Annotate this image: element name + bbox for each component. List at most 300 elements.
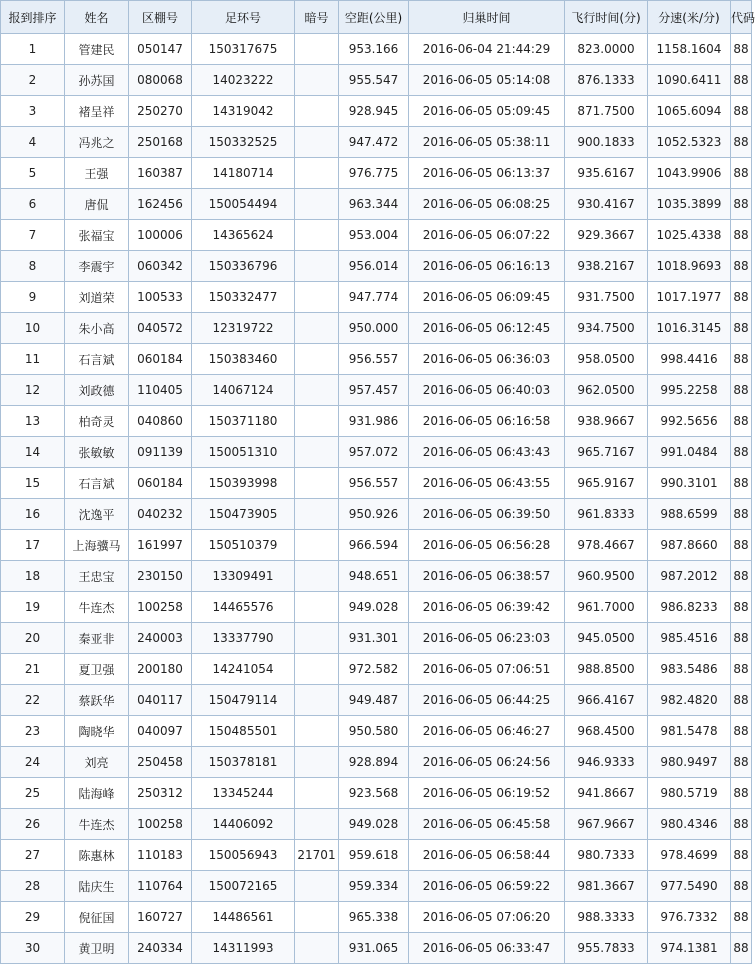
cell-speed: 1025.4338 xyxy=(648,220,731,251)
cell-arrival-time: 2016-06-05 06:08:25 xyxy=(409,189,565,220)
cell-loft: 240003 xyxy=(129,623,192,654)
cell-rank: 26 xyxy=(1,809,65,840)
cell-arrival-time: 2016-06-04 21:44:29 xyxy=(409,34,565,65)
cell-name: 沈逸平 xyxy=(65,499,129,530)
cell-speed: 995.2258 xyxy=(648,375,731,406)
cell-flight-time: 938.9667 xyxy=(565,406,648,437)
cell-distance: 950.580 xyxy=(339,716,409,747)
cell-flight-time: 935.6167 xyxy=(565,158,648,189)
cell-code-word xyxy=(295,468,339,499)
cell-arrival-time: 2016-06-05 06:33:47 xyxy=(409,933,565,964)
cell-code-word xyxy=(295,902,339,933)
cell-flight-time: 934.7500 xyxy=(565,313,648,344)
cell-arrival-time: 2016-06-05 06:40:03 xyxy=(409,375,565,406)
table-row xyxy=(1,654,752,685)
cell-loft: 250458 xyxy=(129,747,192,778)
cell-name: 王强 xyxy=(65,158,129,189)
cell-flight-time: 965.9167 xyxy=(565,468,648,499)
cell-ring: 150056943 xyxy=(192,840,295,871)
header-ring: 足环号 xyxy=(192,1,295,34)
cell-rank: 27 xyxy=(1,840,65,871)
cell-speed: 980.4346 xyxy=(648,809,731,840)
cell-speed: 992.5656 xyxy=(648,406,731,437)
header-arrival-time: 归巢时间 xyxy=(409,1,565,34)
cell-name: 夏卫强 xyxy=(65,654,129,685)
header-row xyxy=(1,1,752,34)
cell-arrival-time: 2016-06-05 05:38:11 xyxy=(409,127,565,158)
cell-name: 张福宝 xyxy=(65,220,129,251)
cell-loft: 080068 xyxy=(129,65,192,96)
table-row xyxy=(1,282,752,313)
cell-distance: 948.651 xyxy=(339,561,409,592)
cell-code-word xyxy=(295,623,339,654)
cell-code: 88 xyxy=(731,685,752,716)
cell-distance: 923.568 xyxy=(339,778,409,809)
cell-loft: 100006 xyxy=(129,220,192,251)
cell-ring: 13309491 xyxy=(192,561,295,592)
cell-distance: 959.334 xyxy=(339,871,409,902)
cell-code: 88 xyxy=(731,902,752,933)
cell-name: 柏奇灵 xyxy=(65,406,129,437)
cell-name: 冯兆之 xyxy=(65,127,129,158)
cell-speed: 1016.3145 xyxy=(648,313,731,344)
cell-code: 88 xyxy=(731,654,752,685)
cell-code: 88 xyxy=(731,716,752,747)
cell-ring: 150317675 xyxy=(192,34,295,65)
cell-distance: 947.472 xyxy=(339,127,409,158)
cell-ring: 150473905 xyxy=(192,499,295,530)
cell-name: 上海骥马 xyxy=(65,530,129,561)
cell-name: 孙苏国 xyxy=(65,65,129,96)
cell-ring: 14311993 xyxy=(192,933,295,964)
table-row xyxy=(1,96,752,127)
cell-speed: 1043.9906 xyxy=(648,158,731,189)
cell-flight-time: 955.7833 xyxy=(565,933,648,964)
cell-ring: 14365624 xyxy=(192,220,295,251)
cell-code-word xyxy=(295,437,339,468)
cell-rank: 21 xyxy=(1,654,65,685)
cell-flight-time: 965.7167 xyxy=(565,437,648,468)
cell-name: 陶晓华 xyxy=(65,716,129,747)
cell-arrival-time: 2016-06-05 05:14:08 xyxy=(409,65,565,96)
cell-ring: 150393998 xyxy=(192,468,295,499)
cell-speed: 981.5478 xyxy=(648,716,731,747)
cell-flight-time: 962.0500 xyxy=(565,375,648,406)
cell-ring: 150510379 xyxy=(192,530,295,561)
table-row xyxy=(1,375,752,406)
cell-arrival-time: 2016-06-05 06:58:44 xyxy=(409,840,565,871)
cell-rank: 19 xyxy=(1,592,65,623)
cell-speed: 980.9497 xyxy=(648,747,731,778)
cell-code: 88 xyxy=(731,933,752,964)
table-row xyxy=(1,716,752,747)
table-row xyxy=(1,406,752,437)
table-row xyxy=(1,344,752,375)
cell-name: 秦亚非 xyxy=(65,623,129,654)
cell-rank: 20 xyxy=(1,623,65,654)
cell-rank: 6 xyxy=(1,189,65,220)
cell-ring: 150479114 xyxy=(192,685,295,716)
cell-speed: 980.5719 xyxy=(648,778,731,809)
cell-code-word xyxy=(295,189,339,220)
cell-name: 陈惠林 xyxy=(65,840,129,871)
header-code-word: 暗号 xyxy=(295,1,339,34)
table-row xyxy=(1,933,752,964)
cell-arrival-time: 2016-06-05 07:06:51 xyxy=(409,654,565,685)
cell-arrival-time: 2016-06-05 07:06:20 xyxy=(409,902,565,933)
cell-speed: 974.1381 xyxy=(648,933,731,964)
cell-code-word xyxy=(295,282,339,313)
cell-speed: 987.8660 xyxy=(648,530,731,561)
cell-code: 88 xyxy=(731,406,752,437)
cell-speed: 998.4416 xyxy=(648,344,731,375)
cell-code: 88 xyxy=(731,127,752,158)
cell-flight-time: 876.1333 xyxy=(565,65,648,96)
cell-distance: 976.775 xyxy=(339,158,409,189)
cell-code: 88 xyxy=(731,96,752,127)
cell-flight-time: 960.9500 xyxy=(565,561,648,592)
cell-rank: 16 xyxy=(1,499,65,530)
cell-distance: 955.547 xyxy=(339,65,409,96)
cell-code: 88 xyxy=(731,282,752,313)
cell-code: 88 xyxy=(731,220,752,251)
table-row xyxy=(1,685,752,716)
cell-distance: 928.945 xyxy=(339,96,409,127)
cell-code-word xyxy=(295,499,339,530)
cell-speed: 978.4699 xyxy=(648,840,731,871)
cell-ring: 14241054 xyxy=(192,654,295,685)
cell-speed: 1035.3899 xyxy=(648,189,731,220)
cell-speed: 977.5490 xyxy=(648,871,731,902)
cell-flight-time: 823.0000 xyxy=(565,34,648,65)
cell-loft: 250270 xyxy=(129,96,192,127)
table-row xyxy=(1,623,752,654)
cell-arrival-time: 2016-06-05 06:07:22 xyxy=(409,220,565,251)
cell-code-word xyxy=(295,716,339,747)
cell-ring: 150054494 xyxy=(192,189,295,220)
cell-code-word: 21701 xyxy=(295,840,339,871)
cell-name: 倪征国 xyxy=(65,902,129,933)
cell-arrival-time: 2016-06-05 06:16:13 xyxy=(409,251,565,282)
cell-speed: 986.8233 xyxy=(648,592,731,623)
cell-code-word xyxy=(295,220,339,251)
cell-name: 管建民 xyxy=(65,34,129,65)
cell-distance: 953.166 xyxy=(339,34,409,65)
cell-code-word xyxy=(295,654,339,685)
cell-rank: 1 xyxy=(1,34,65,65)
cell-code-word xyxy=(295,251,339,282)
table-row xyxy=(1,127,752,158)
table-row xyxy=(1,468,752,499)
cell-name: 牛连杰 xyxy=(65,809,129,840)
cell-arrival-time: 2016-06-05 06:24:56 xyxy=(409,747,565,778)
cell-loft: 060184 xyxy=(129,468,192,499)
cell-rank: 14 xyxy=(1,437,65,468)
cell-ring: 14465576 xyxy=(192,592,295,623)
cell-distance: 949.028 xyxy=(339,592,409,623)
cell-flight-time: 961.8333 xyxy=(565,499,648,530)
cell-loft: 240334 xyxy=(129,933,192,964)
cell-distance: 949.487 xyxy=(339,685,409,716)
cell-flight-time: 929.3667 xyxy=(565,220,648,251)
cell-arrival-time: 2016-06-05 06:59:22 xyxy=(409,871,565,902)
cell-rank: 13 xyxy=(1,406,65,437)
cell-loft: 091139 xyxy=(129,437,192,468)
cell-code: 88 xyxy=(731,313,752,344)
table-row xyxy=(1,561,752,592)
cell-loft: 161997 xyxy=(129,530,192,561)
cell-code-word xyxy=(295,933,339,964)
cell-distance: 931.065 xyxy=(339,933,409,964)
cell-ring: 150336796 xyxy=(192,251,295,282)
cell-flight-time: 945.0500 xyxy=(565,623,648,654)
cell-arrival-time: 2016-06-05 06:36:03 xyxy=(409,344,565,375)
cell-speed: 985.4516 xyxy=(648,623,731,654)
cell-rank: 28 xyxy=(1,871,65,902)
table-row xyxy=(1,34,752,65)
cell-arrival-time: 2016-06-05 06:56:28 xyxy=(409,530,565,561)
cell-arrival-time: 2016-06-05 05:09:45 xyxy=(409,96,565,127)
cell-loft: 060184 xyxy=(129,344,192,375)
cell-code: 88 xyxy=(731,34,752,65)
cell-distance: 957.072 xyxy=(339,437,409,468)
cell-code: 88 xyxy=(731,499,752,530)
header-code: 代码 xyxy=(731,1,752,34)
cell-loft: 200180 xyxy=(129,654,192,685)
table-header xyxy=(1,1,755,34)
cell-code-word xyxy=(295,158,339,189)
cell-flight-time: 978.4667 xyxy=(565,530,648,561)
cell-loft: 050147 xyxy=(129,34,192,65)
table-row xyxy=(1,220,752,251)
cell-distance: 963.344 xyxy=(339,189,409,220)
cell-speed: 1017.1977 xyxy=(648,282,731,313)
cell-ring: 150383460 xyxy=(192,344,295,375)
cell-ring: 14319042 xyxy=(192,96,295,127)
cell-ring: 150371180 xyxy=(192,406,295,437)
cell-speed: 990.3101 xyxy=(648,468,731,499)
cell-speed: 991.0484 xyxy=(648,437,731,468)
cell-speed: 982.4820 xyxy=(648,685,731,716)
header-flight-time: 飞行时间(分) xyxy=(565,1,648,34)
cell-flight-time: 871.7500 xyxy=(565,96,648,127)
cell-loft: 162456 xyxy=(129,189,192,220)
table-row xyxy=(1,747,752,778)
cell-rank: 30 xyxy=(1,933,65,964)
cell-arrival-time: 2016-06-05 06:09:45 xyxy=(409,282,565,313)
cell-rank: 25 xyxy=(1,778,65,809)
cell-distance: 957.457 xyxy=(339,375,409,406)
table-row xyxy=(1,902,752,933)
cell-loft: 250312 xyxy=(129,778,192,809)
cell-rank: 7 xyxy=(1,220,65,251)
cell-distance: 928.894 xyxy=(339,747,409,778)
cell-speed: 976.7332 xyxy=(648,902,731,933)
cell-distance: 950.000 xyxy=(339,313,409,344)
cell-code-word xyxy=(295,34,339,65)
cell-name: 褚呈祥 xyxy=(65,96,129,127)
cell-ring: 14406092 xyxy=(192,809,295,840)
table-row xyxy=(1,871,752,902)
cell-arrival-time: 2016-06-05 06:43:43 xyxy=(409,437,565,468)
cell-name: 陆庆生 xyxy=(65,871,129,902)
cell-speed: 1052.5323 xyxy=(648,127,731,158)
cell-loft: 250168 xyxy=(129,127,192,158)
cell-ring: 12319722 xyxy=(192,313,295,344)
cell-code: 88 xyxy=(731,437,752,468)
cell-arrival-time: 2016-06-05 06:39:50 xyxy=(409,499,565,530)
table-row xyxy=(1,499,752,530)
cell-code: 88 xyxy=(731,778,752,809)
cell-flight-time: 988.3333 xyxy=(565,902,648,933)
table-row xyxy=(1,313,752,344)
cell-code-word xyxy=(295,127,339,158)
cell-ring: 13345244 xyxy=(192,778,295,809)
cell-arrival-time: 2016-06-05 06:39:42 xyxy=(409,592,565,623)
cell-rank: 24 xyxy=(1,747,65,778)
cell-distance: 972.582 xyxy=(339,654,409,685)
cell-loft: 040117 xyxy=(129,685,192,716)
cell-rank: 15 xyxy=(1,468,65,499)
cell-flight-time: 900.1833 xyxy=(565,127,648,158)
cell-code-word xyxy=(295,592,339,623)
cell-rank: 5 xyxy=(1,158,65,189)
cell-rank: 18 xyxy=(1,561,65,592)
cell-flight-time: 966.4167 xyxy=(565,685,648,716)
cell-code: 88 xyxy=(731,592,752,623)
table-row xyxy=(1,437,752,468)
cell-code: 88 xyxy=(731,189,752,220)
cell-code-word xyxy=(295,747,339,778)
table-row xyxy=(1,65,752,96)
table-body xyxy=(1,34,752,964)
cell-ring: 14067124 xyxy=(192,375,295,406)
cell-distance: 931.986 xyxy=(339,406,409,437)
cell-arrival-time: 2016-06-05 06:43:55 xyxy=(409,468,565,499)
cell-code-word xyxy=(295,344,339,375)
cell-distance: 953.004 xyxy=(339,220,409,251)
cell-code-word xyxy=(295,778,339,809)
header-rank: 报到排序 xyxy=(1,1,65,34)
cell-ring: 14486561 xyxy=(192,902,295,933)
cell-flight-time: 980.7333 xyxy=(565,840,648,871)
cell-loft: 040572 xyxy=(129,313,192,344)
cell-speed: 987.2012 xyxy=(648,561,731,592)
cell-flight-time: 967.9667 xyxy=(565,809,648,840)
cell-speed: 988.6599 xyxy=(648,499,731,530)
header-name: 姓名 xyxy=(65,1,129,34)
cell-flight-time: 988.8500 xyxy=(565,654,648,685)
cell-ring: 150378181 xyxy=(192,747,295,778)
cell-flight-time: 968.4500 xyxy=(565,716,648,747)
cell-name: 刘政德 xyxy=(65,375,129,406)
cell-code-word xyxy=(295,65,339,96)
cell-distance: 959.618 xyxy=(339,840,409,871)
cell-rank: 23 xyxy=(1,716,65,747)
cell-name: 王忠宝 xyxy=(65,561,129,592)
cell-arrival-time: 2016-06-05 06:12:45 xyxy=(409,313,565,344)
header-distance: 空距(公里) xyxy=(339,1,409,34)
cell-rank: 10 xyxy=(1,313,65,344)
cell-code-word xyxy=(295,809,339,840)
header-loft: 区棚号 xyxy=(129,1,192,34)
cell-loft: 040232 xyxy=(129,499,192,530)
cell-loft: 230150 xyxy=(129,561,192,592)
cell-distance: 950.926 xyxy=(339,499,409,530)
cell-loft: 100258 xyxy=(129,809,192,840)
cell-distance: 931.301 xyxy=(339,623,409,654)
cell-name: 石言斌 xyxy=(65,468,129,499)
cell-arrival-time: 2016-06-05 06:16:58 xyxy=(409,406,565,437)
cell-ring: 150332525 xyxy=(192,127,295,158)
table-row xyxy=(1,592,752,623)
cell-rank: 22 xyxy=(1,685,65,716)
cell-arrival-time: 2016-06-05 06:19:52 xyxy=(409,778,565,809)
table-row xyxy=(1,778,752,809)
cell-code-word xyxy=(295,96,339,127)
cell-rank: 3 xyxy=(1,96,65,127)
cell-code-word xyxy=(295,530,339,561)
cell-arrival-time: 2016-06-05 06:13:37 xyxy=(409,158,565,189)
cell-speed: 1090.6411 xyxy=(648,65,731,96)
cell-flight-time: 938.2167 xyxy=(565,251,648,282)
cell-flight-time: 930.4167 xyxy=(565,189,648,220)
cell-speed: 983.5486 xyxy=(648,654,731,685)
cell-rank: 29 xyxy=(1,902,65,933)
cell-distance: 947.774 xyxy=(339,282,409,313)
cell-name: 张敏敏 xyxy=(65,437,129,468)
cell-code-word xyxy=(295,685,339,716)
cell-distance: 949.028 xyxy=(339,809,409,840)
cell-code-word xyxy=(295,561,339,592)
cell-arrival-time: 2016-06-05 06:46:27 xyxy=(409,716,565,747)
cell-code-word xyxy=(295,375,339,406)
cell-code: 88 xyxy=(731,623,752,654)
cell-name: 唐侃 xyxy=(65,189,129,220)
cell-code: 88 xyxy=(731,809,752,840)
table-row xyxy=(1,530,752,561)
cell-distance: 956.557 xyxy=(339,344,409,375)
cell-code: 88 xyxy=(731,375,752,406)
cell-rank: 12 xyxy=(1,375,65,406)
cell-ring: 14180714 xyxy=(192,158,295,189)
cell-loft: 160387 xyxy=(129,158,192,189)
cell-loft: 040860 xyxy=(129,406,192,437)
cell-rank: 2 xyxy=(1,65,65,96)
cell-flight-time: 958.0500 xyxy=(565,344,648,375)
cell-arrival-time: 2016-06-05 06:45:58 xyxy=(409,809,565,840)
cell-name: 牛连杰 xyxy=(65,592,129,623)
table-row xyxy=(1,189,752,220)
cell-ring: 150072165 xyxy=(192,871,295,902)
cell-code: 88 xyxy=(731,561,752,592)
cell-loft: 110405 xyxy=(129,375,192,406)
cell-loft: 160727 xyxy=(129,902,192,933)
cell-distance: 965.338 xyxy=(339,902,409,933)
cell-flight-time: 941.8667 xyxy=(565,778,648,809)
cell-speed: 1065.6094 xyxy=(648,96,731,127)
table-row xyxy=(1,251,752,282)
cell-distance: 956.014 xyxy=(339,251,409,282)
cell-name: 蔡跃华 xyxy=(65,685,129,716)
cell-name: 李震宇 xyxy=(65,251,129,282)
cell-name: 陆海峰 xyxy=(65,778,129,809)
cell-name: 朱小高 xyxy=(65,313,129,344)
cell-code-word xyxy=(295,313,339,344)
table-row xyxy=(1,158,752,189)
cell-distance: 956.557 xyxy=(339,468,409,499)
cell-name: 黄卫明 xyxy=(65,933,129,964)
